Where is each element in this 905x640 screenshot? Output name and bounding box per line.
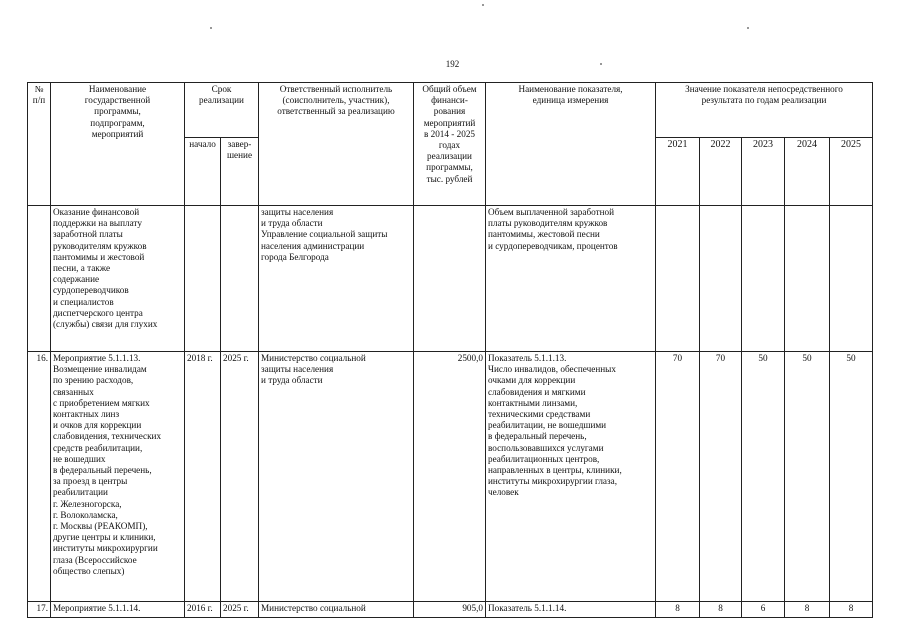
header-values: Значение показателя непосредственного результата по годам реализации — [656, 83, 873, 138]
header-term-start: начало — [185, 138, 221, 206]
header-executor: Ответственный исполнитель (соисполнитель, участник), ответственный за реализацию — [259, 83, 414, 206]
row-value — [700, 206, 742, 352]
header-indicator: Наименование показателя, единица измерения — [486, 83, 656, 206]
row-executor: защиты населения и труда области Управление социальной защиты населения администрации города Белгорода — [259, 206, 414, 352]
header-year: 2024 — [785, 138, 830, 206]
row-executor: Министерство социальной защиты населения и труда области — [259, 352, 414, 602]
page-number: 192 — [445, 59, 460, 69]
header-year: 2025 — [830, 138, 873, 206]
table-row — [28, 352, 873, 602]
table-row — [28, 602, 873, 618]
row-name: Мероприятие 5.1.1.13. Возмещение инвалидам по зрению расходов, связанных с приобретением мягких контактных линз и очков для коррекции слабовидения, технических средств реабилитации, не вошедших в федеральный перечень, за проезд в центры реабилитации г. Железногорска, г. Волоколамска, г. Москвы (РЕАКОМП), другие центры и клиники, институты микрохирургии глаза (Всероссийское общество слепых) — [51, 352, 185, 602]
scan-speck — [600, 63, 602, 65]
scan-speck — [482, 4, 484, 6]
row-name: Мероприятие 5.1.1.14. — [51, 602, 185, 618]
row-end: 2025 г. — [221, 352, 259, 602]
table-row — [28, 206, 873, 352]
row-num: 16. — [28, 352, 51, 602]
row-value — [742, 206, 785, 352]
row-value: 70 — [656, 352, 700, 602]
row-value — [830, 206, 873, 352]
row-num: 17. — [28, 602, 51, 618]
row-executor: Министерство социальной — [259, 602, 414, 618]
row-volume: 905,0 — [414, 602, 486, 618]
program-table — [27, 82, 873, 618]
header-row-1 — [28, 83, 873, 138]
row-indicator: Показатель 5.1.1.13. Число инвалидов, обеспеченных очками для коррекции слабовидения и мягкими контактными линзами, техническими средствами реабилитации, не вошедшими в федеральный перечень, воспользовавшихся услугами реабилитационных центров, направленных в центры, клиники, институты микрохирургии глаза, человек — [486, 352, 656, 602]
row-value: 50 — [742, 352, 785, 602]
row-value: 6 — [742, 602, 785, 618]
row-value: 50 — [830, 352, 873, 602]
header-year: 2021 — [656, 138, 700, 206]
header-term-end: завер- шение — [221, 138, 259, 206]
row-start: 2016 г. — [185, 602, 221, 618]
header-term: Срок реализации — [185, 83, 259, 138]
row-indicator: Объем выплаченной заработной платы руководителям кружков пантомимы, жестовой песни и сурдопереводчикам, процентов — [486, 206, 656, 352]
row-end: 2025 г. — [221, 602, 259, 618]
row-value: 8 — [700, 602, 742, 618]
header-year: 2023 — [742, 138, 785, 206]
header-year: 2022 — [700, 138, 742, 206]
row-value: 8 — [785, 602, 830, 618]
scan-speck — [210, 27, 212, 29]
row-value: 8 — [656, 602, 700, 618]
row-start — [185, 206, 221, 352]
row-name: Оказание финансовой поддержки на выплату заработной платы руководителям кружков пантомимы и жестовой песни, а также содержание сурдопереводчиков и специалистов диспетчерского центра (службы) связи для глухих — [51, 206, 185, 352]
row-value: 70 — [700, 352, 742, 602]
header-num: № п/п — [28, 83, 51, 206]
row-volume — [414, 206, 486, 352]
header-volume: Общий объем финанси- рования мероприятий в 2014 - 2025 годах реализации программы, тыс. рублей — [414, 83, 486, 206]
row-end — [221, 206, 259, 352]
row-value — [785, 206, 830, 352]
row-value: 50 — [785, 352, 830, 602]
row-indicator: Показатель 5.1.1.14. — [486, 602, 656, 618]
scan-speck — [747, 27, 749, 29]
row-num — [28, 206, 51, 352]
row-volume: 2500,0 — [414, 352, 486, 602]
header-name: Наименование государственной программы, подпрограмм, мероприятий — [51, 83, 185, 206]
row-value: 8 — [830, 602, 873, 618]
row-start: 2018 г. — [185, 352, 221, 602]
row-value — [656, 206, 700, 352]
